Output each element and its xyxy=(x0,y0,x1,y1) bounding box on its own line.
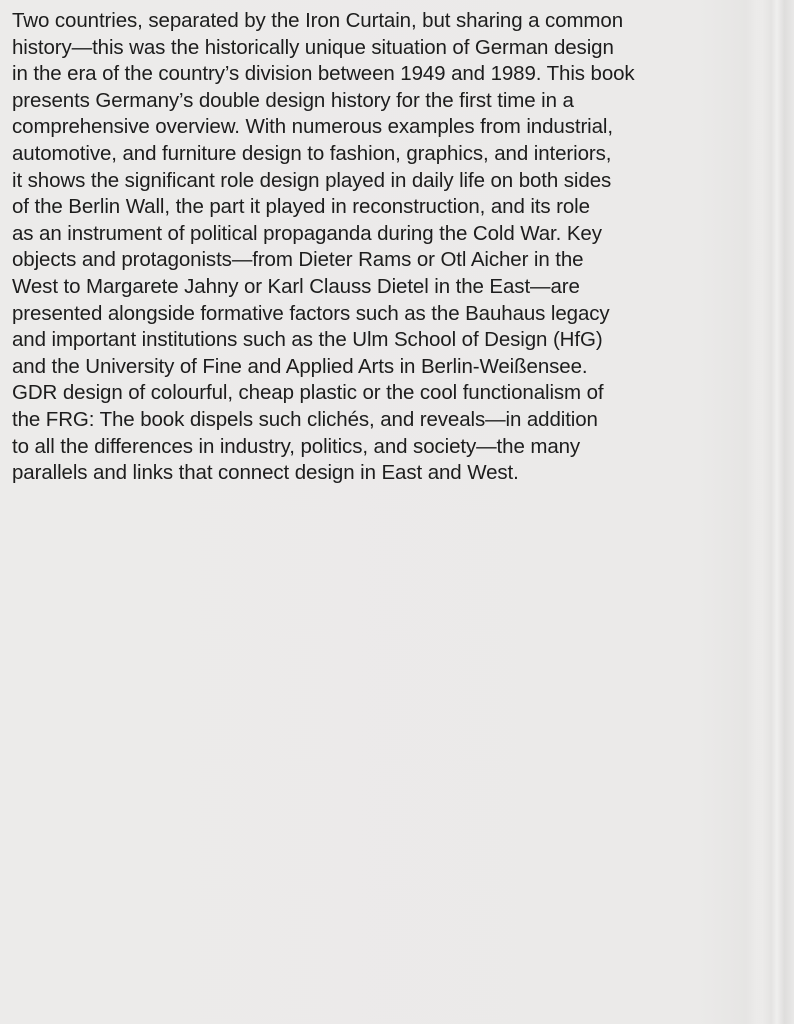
blurb-line: of the Berlin Wall, the part it played in reconstruction, and its role xyxy=(12,195,590,219)
cover-edge xyxy=(756,0,794,1024)
blurb-line: it shows the significant role design played in daily life on both sides xyxy=(12,168,612,192)
blurb-line: presents Germany’s double design history for the first time in a xyxy=(12,88,574,112)
blurb-line: in the era of the country’s division between 1949 and 1989. This book xyxy=(12,62,635,86)
blurb-line: West to Margarete Jahny or Karl Clauss Dietel in the East—are xyxy=(12,274,580,298)
blurb-line: history—this was the historically unique situation of German design xyxy=(12,35,614,59)
blurb-line: GDR design of colourful, cheap plastic or the cool functionalism of xyxy=(12,381,604,405)
blurb-line: and the University of Fine and Applied Arts in Berlin-Weißensee. xyxy=(12,354,588,378)
blurb-line: parallels and links that connect design in East and West. xyxy=(12,461,519,485)
back-cover-blurb xyxy=(12,8,712,487)
blurb-line: automotive, and furniture design to fashion, graphics, and interiors, xyxy=(12,141,612,165)
blurb-line: to all the differences in industry, politics, and society—the many xyxy=(12,434,581,458)
blurb-line: comprehensive overview. With numerous examples from industrial, xyxy=(12,115,613,139)
blurb-line: presented alongside formative factors such as the Bauhaus legacy xyxy=(12,301,610,325)
blurb-line: and important institutions such as the Ulm School of Design (HfG) xyxy=(12,328,603,352)
blurb-line: objects and protagonists—from Dieter Rams or Otl Aicher in the xyxy=(12,248,584,272)
blurb-line: the FRG: The book dispels such clichés, and reveals—in addition xyxy=(12,407,598,431)
blurb-line: as an instrument of political propaganda during the Cold War. Key xyxy=(12,221,602,245)
blurb-line: Two countries, separated by the Iron Curtain, but sharing a common xyxy=(12,9,624,32)
